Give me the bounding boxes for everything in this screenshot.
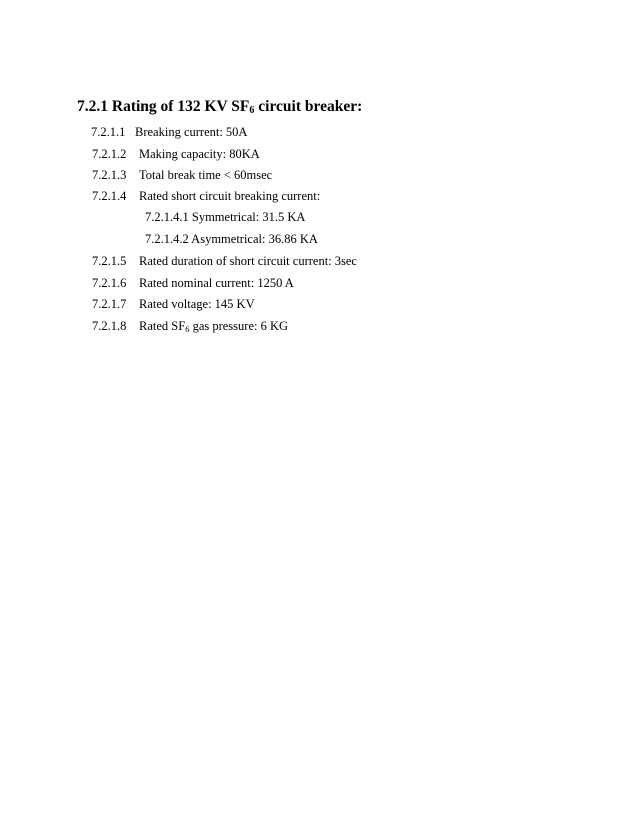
- list-item-2: [92, 146, 260, 162]
- list-item-text: Total break time < 60msec: [139, 168, 273, 182]
- list-item-text-post: gas pressure: 6 KG: [189, 319, 289, 333]
- list-item-number: 7.2.1.8: [92, 319, 127, 333]
- section-heading: [77, 97, 362, 117]
- list-item-text: Breaking current: 50A: [135, 125, 248, 139]
- section-title-pre: Rating of 132 KV SF: [111, 98, 250, 115]
- list-item-text: Rated nominal current: 1250 A: [139, 276, 294, 290]
- sub-list-item-text: 7.2.1.4.2 Asymmetrical: 36.86 KA: [145, 232, 318, 246]
- list-item-number: 7.2.1.1: [91, 125, 126, 139]
- sub-list-item-text: 7.2.1.4.1 Symmetrical: 31.5 KA: [145, 210, 306, 224]
- list-item-text: Making capacity: 80KA: [139, 147, 260, 161]
- section-title-post: circuit breaker:: [254, 98, 363, 115]
- sub-list-item-2: [145, 231, 318, 247]
- sub-list-item-1: [145, 209, 305, 225]
- list-item-8: [92, 318, 288, 334]
- list-item-number: 7.2.1.6: [92, 276, 127, 290]
- list-item-text: Rated short circuit breaking current:: [139, 189, 321, 203]
- list-item-text-pre: Rated SF: [139, 319, 186, 333]
- section-title-subscript: 6: [249, 105, 255, 116]
- list-item-text: Rated voltage: 145 KV: [139, 297, 255, 311]
- list-item-3: [92, 167, 272, 183]
- list-item-4: [92, 188, 320, 204]
- list-item-1: [91, 124, 247, 140]
- list-item-number: 7.2.1.4: [92, 189, 127, 203]
- list-item-number: 7.2.1.7: [92, 297, 127, 311]
- list-item-text-subscript: 6: [185, 324, 190, 334]
- list-item-number: 7.2.1.3: [92, 168, 127, 182]
- list-item-6: [92, 275, 294, 291]
- section-number: 7.2.1: [77, 98, 108, 115]
- list-item-number: 7.2.1.5: [92, 254, 127, 268]
- list-item-5: [92, 253, 357, 269]
- list-item-7: [92, 296, 255, 312]
- list-item-number: 7.2.1.2: [92, 147, 127, 161]
- list-item-text: Rated duration of short circuit current: 3sec: [139, 254, 357, 268]
